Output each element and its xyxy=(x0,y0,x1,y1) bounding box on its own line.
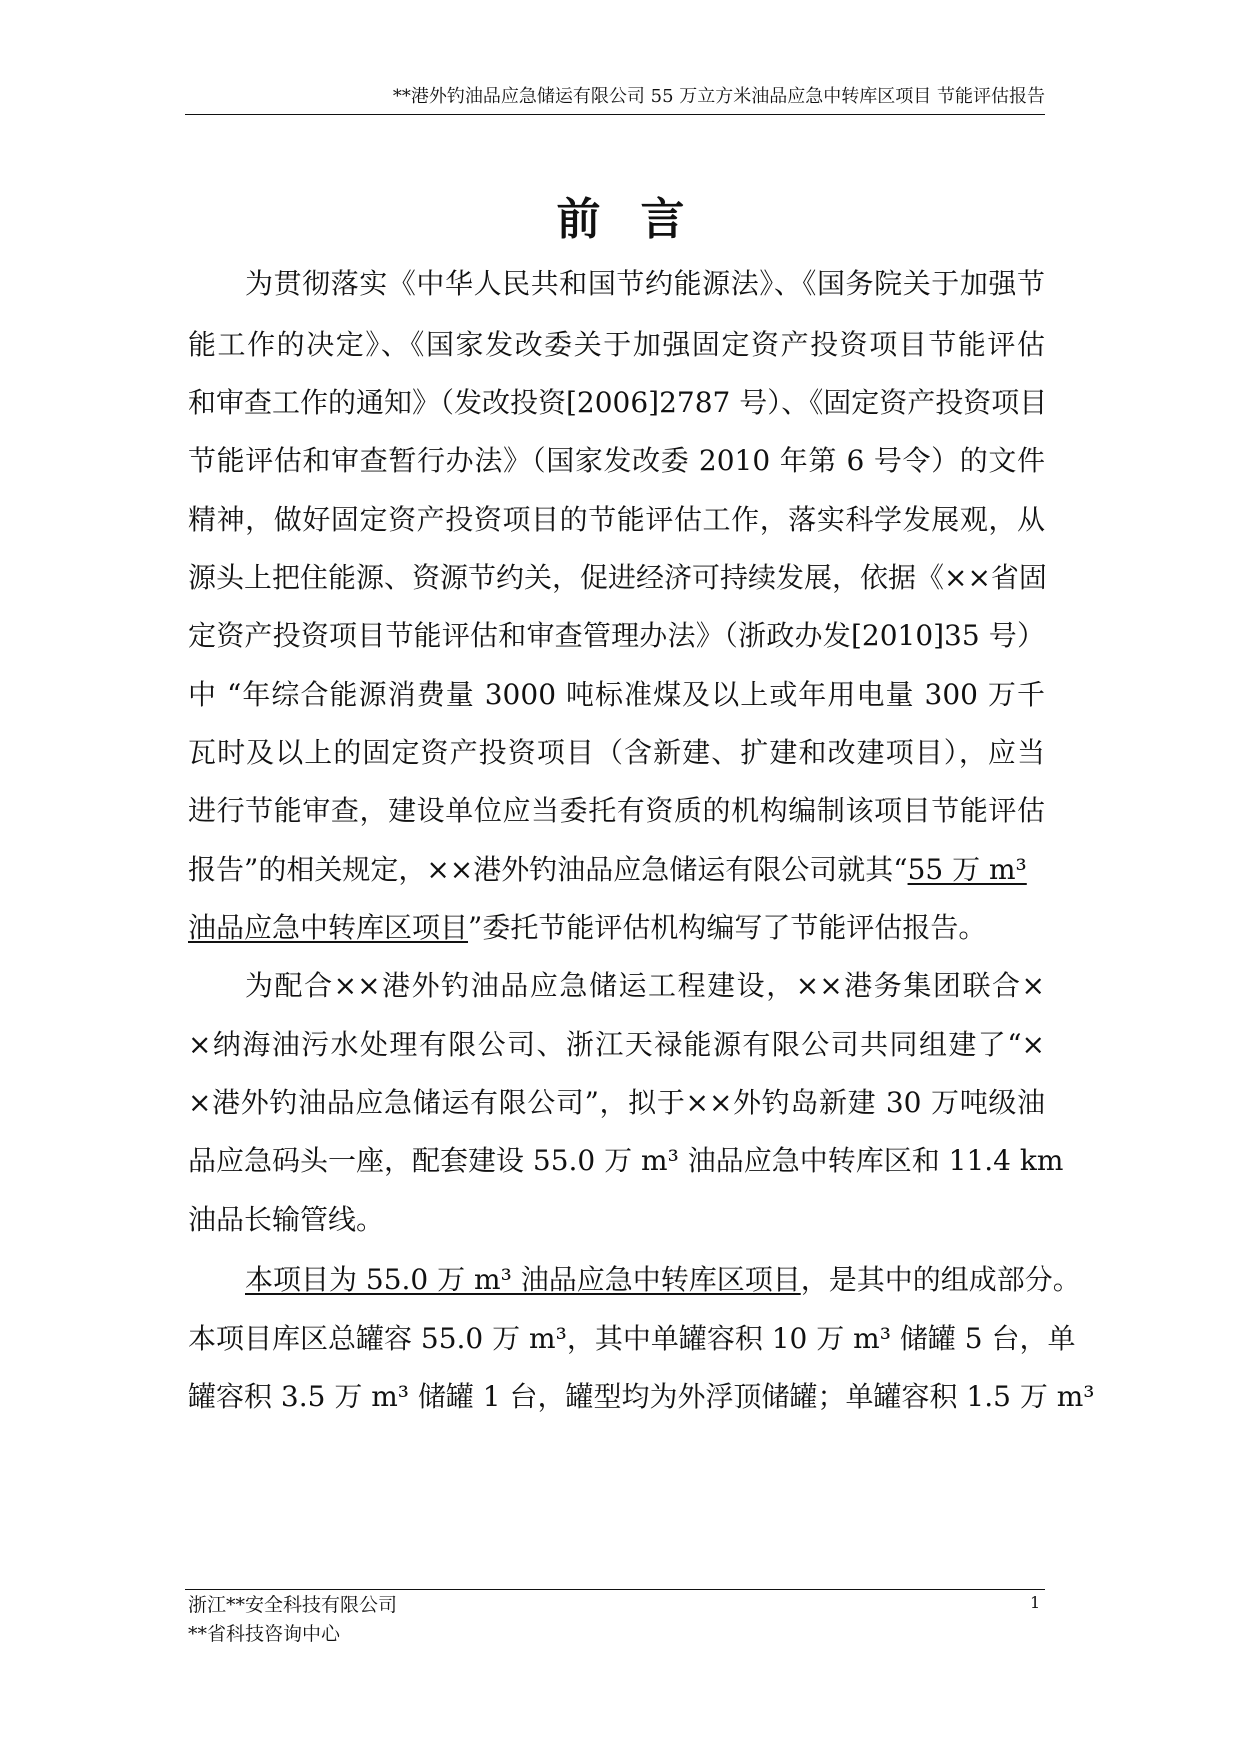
text-line: 为配合××港外钓油品应急储运工程建设，××港务集团联合× xyxy=(245,969,1045,1002)
text-line xyxy=(188,850,1045,890)
page-number: 1 xyxy=(1030,1593,1041,1612)
underlined-project-name: 油品应急中转库区项目 xyxy=(188,911,469,944)
footer-company-2: **省科技咨询中心 xyxy=(188,1623,341,1645)
text-line: ×纳海油污水处理有限公司、浙江天禄能源有限公司共同组建了“× xyxy=(188,1028,1045,1061)
text-line: 和审查工作的通知》（发改投资[2006]2787 号）、《固定资产投资项目 xyxy=(188,386,1048,419)
text-line: 瓦时及以上的固定资产投资项目（含新建、扩建和改建项目），应当 xyxy=(188,736,1045,769)
text-segment: ，是其中的组成部分。 xyxy=(800,1263,1081,1296)
text-line: 能工作的决定》、《国家发改委关于加强固定资产投资项目节能评估 xyxy=(188,328,1045,361)
text-line xyxy=(188,908,1045,948)
text-line: 中 “年综合能源消费量 3000 吨标准煤及以上或年用电量 300 万千 xyxy=(188,678,1045,711)
text-segment: ”委托节能评估机构编写了节能评估报告。 xyxy=(468,911,987,944)
text-line: 本项目库区总罐容 55.0 万 m³，其中单罐容积 10 万 m³ 储罐 5 台，单 xyxy=(188,1322,1076,1355)
underlined-project-name: 55 万 m³ xyxy=(907,853,1027,886)
text-line: 精神，做好固定资产投资项目的节能评估工作，落实科学发展观，从 xyxy=(188,503,1045,536)
footer-divider xyxy=(185,1589,1045,1590)
underlined-project-name: 本项目为 55.0 万 m³ 油品应急中转库区项目 xyxy=(245,1263,801,1296)
running-header: **港外钓油品应急储运有限公司 55 万立方米油品应急中转库区项目 节能评估报告 xyxy=(392,86,1045,107)
header-divider xyxy=(185,114,1045,115)
text-line xyxy=(245,1260,1081,1300)
text-line: ×港外钓油品应急储运有限公司”，拟于××外钓岛新建 30 万吨级油 xyxy=(188,1086,1045,1119)
footer-company-1: 浙江**安全科技有限公司 xyxy=(188,1594,398,1616)
text-line: 罐容积 3.5 万 m³ 储罐 1 台，罐型均为外浮顶储罐；单罐容积 1.5 万 m³ xyxy=(188,1380,1095,1413)
text-line: 节能评估和审查暂行办法》（国家发改委 2010 年第 6 号令）的文件 xyxy=(188,444,1045,477)
text-line: 定资产投资项目节能评估和审查管理办法》（浙政办发[2010]35 号） xyxy=(188,619,1045,652)
text-segment: 报告”的相关规定，××港外钓油品应急储运有限公司就其“ xyxy=(188,853,908,886)
text-line: 品应急码头一座，配套建设 55.0 万 m³ 油品应急中转库区和 11.4 km xyxy=(188,1144,1064,1177)
text-line: 油品长输管线。 xyxy=(188,1203,385,1236)
page-title: 前言 xyxy=(556,194,725,245)
text-line: 进行节能审查，建设单位应当委托有资质的机构编制该项目节能评估 xyxy=(188,794,1045,827)
text-line: 源头上把住能源、资源节约关，促进经济可持续发展，依据《××省固 xyxy=(188,561,1047,594)
text-line: 为贯彻落实《中华人民共和国节约能源法》、《国务院关于加强节 xyxy=(245,267,1045,300)
